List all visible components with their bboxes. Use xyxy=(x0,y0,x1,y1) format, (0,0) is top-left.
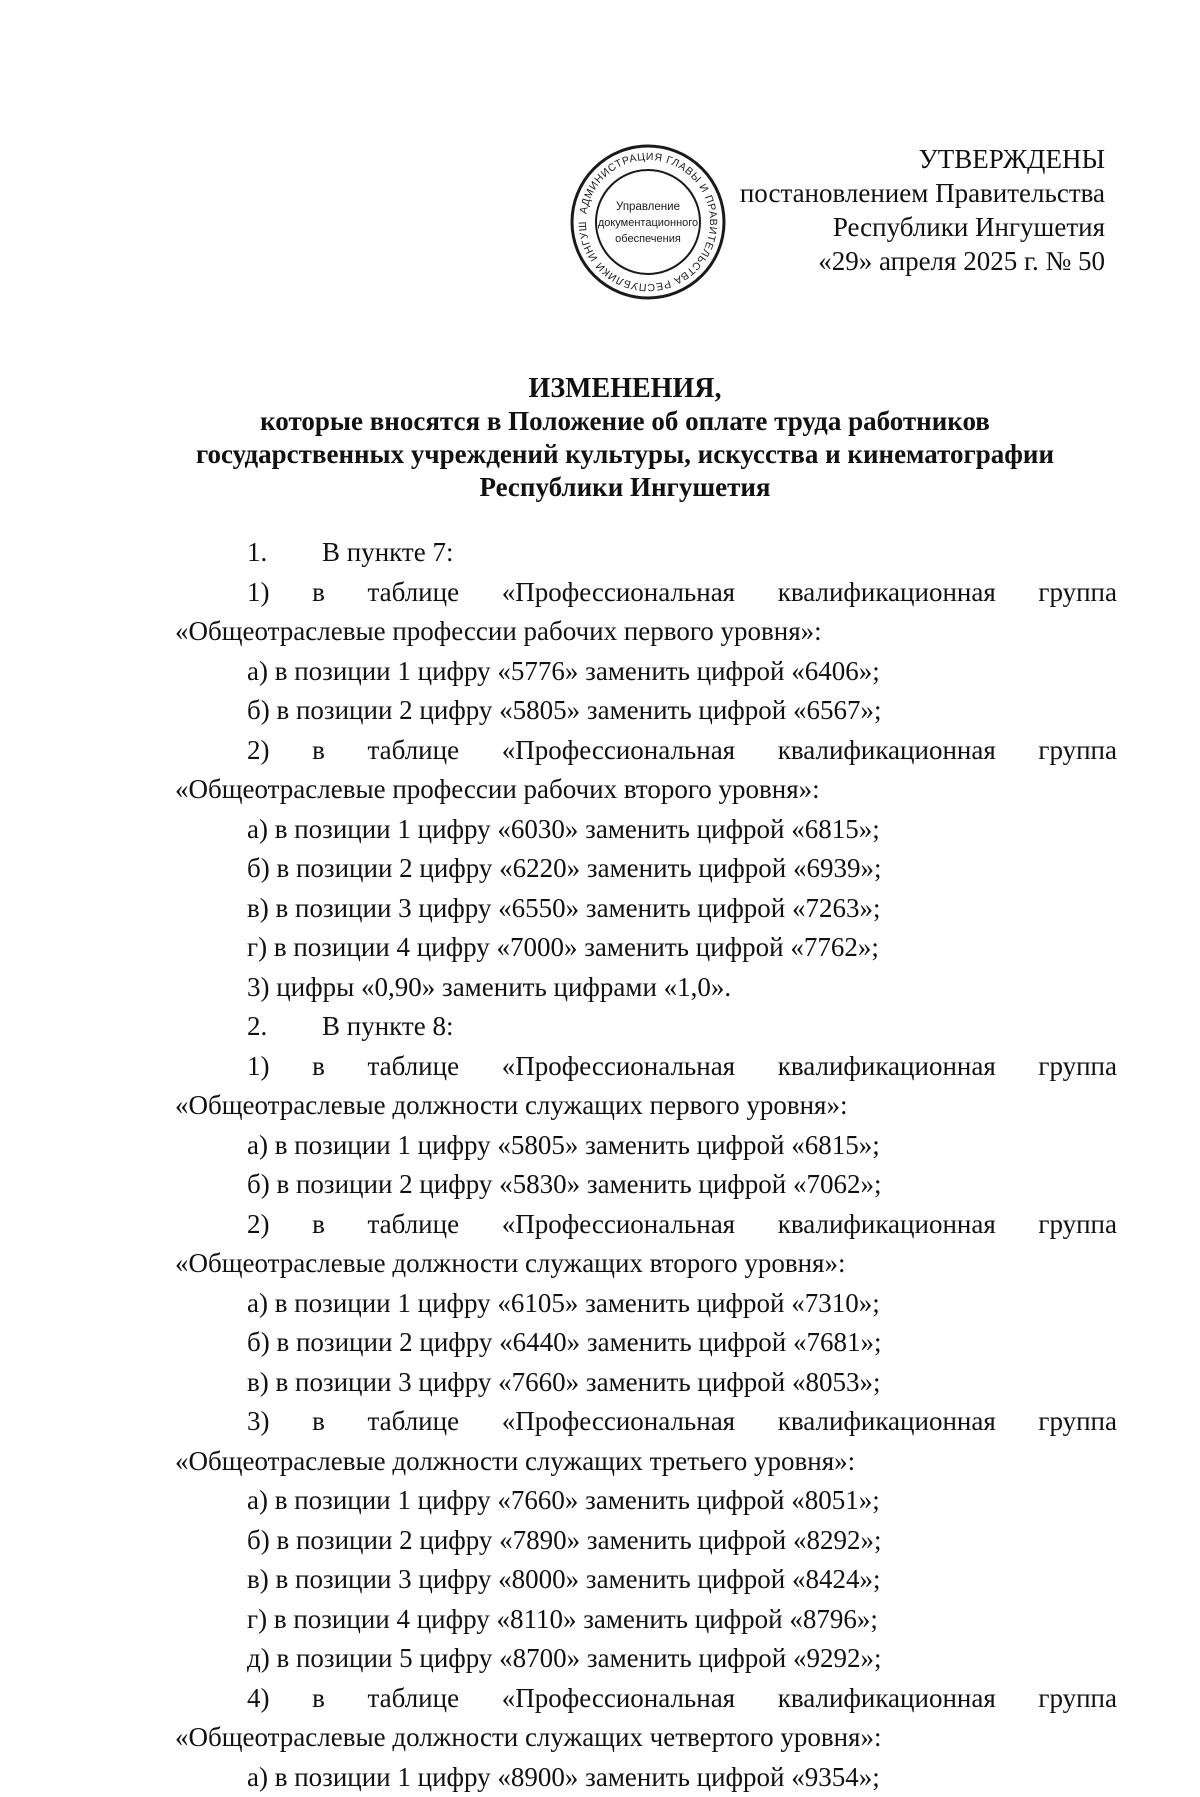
list-item: а) в позиции 1 цифру «8900» заменить цифрой «9354»; xyxy=(175,1758,1117,1797)
list-item: а) в позиции 1 цифру «5776» заменить цифрой «6406»; xyxy=(175,652,1117,692)
list-item: б) в позиции 2 цифру «5805» заменить цифрой «6567»; xyxy=(175,691,1117,731)
subitem-line xyxy=(175,573,1117,613)
list-item: а) в позиции 1 цифру «6105» заменить цифрой «7310»; xyxy=(175,1284,1117,1324)
paragraph-text: В пункте 8: xyxy=(322,1011,453,1041)
word: группа xyxy=(1038,731,1117,771)
stamp-seal xyxy=(568,142,728,302)
word: квалификационная xyxy=(778,1205,996,1245)
word: в xyxy=(312,1205,325,1245)
subitem-line xyxy=(175,1205,1117,1245)
word: таблице xyxy=(368,1047,460,1087)
approval-heading: УТВЕРЖДЕНЫ xyxy=(740,142,1105,176)
stamp-ring-text: АДМИНИСТРАЦИЯ ГЛАВЫ И ПРАВИТЕЛЬСТВА РЕСПУБЛИКИ ИНГУШ xyxy=(568,142,719,293)
word: квалификационная xyxy=(778,1679,996,1719)
word: «Профессиональная xyxy=(502,1047,735,1087)
list-item: а) в позиции 1 цифру «5805» заменить цифрой «6815»; xyxy=(175,1126,1117,1166)
word: 2) xyxy=(247,731,270,771)
word: 2) xyxy=(247,1205,270,1245)
approval-line: постановлением Правительства xyxy=(740,176,1105,210)
stamp-seal-graphic xyxy=(568,142,728,302)
document-body xyxy=(175,533,1117,1797)
list-item: а) в позиции 1 цифру «7660» заменить цифрой «8051»; xyxy=(175,1481,1117,1521)
stamp-center-line: обеспечения xyxy=(615,233,681,245)
subitem-line xyxy=(175,1402,1117,1442)
approval-block xyxy=(740,142,1105,278)
approval-date: «29» апреля 2025 г. № 50 xyxy=(740,244,1105,278)
title-line: государственных учреждений культуры, искусства и кинематографии xyxy=(150,438,1100,471)
word: группа xyxy=(1038,1679,1117,1719)
subitem-continuation: «Общеотраслевые должности служащих четвертого уровня»: xyxy=(175,1718,1117,1758)
word: группа xyxy=(1038,1047,1117,1087)
subitem-continuation: «Общеотраслевые профессии рабочих второго уровня»: xyxy=(175,770,1117,810)
paragraph-number: 1. xyxy=(247,533,322,573)
list-item: в) в позиции 3 цифру «6550» заменить цифрой «7263»; xyxy=(175,889,1117,929)
word: квалификационная xyxy=(778,731,996,771)
list-item: б) в позиции 2 цифру «5830» заменить цифрой «7062»; xyxy=(175,1165,1117,1205)
word: 4) xyxy=(247,1679,270,1719)
list-item: б) в позиции 2 цифру «6220» заменить цифрой «6939»; xyxy=(175,849,1117,889)
word: «Профессиональная xyxy=(502,1402,735,1442)
paragraph-heading xyxy=(175,1007,1117,1047)
word: 1) xyxy=(247,1047,270,1087)
word: 3) xyxy=(247,1402,270,1442)
word: квалификационная xyxy=(778,573,996,613)
word: в xyxy=(312,1047,325,1087)
word: «Профессиональная xyxy=(502,731,735,771)
subitem-continuation: «Общеотраслевые должности служащих первого уровня»: xyxy=(175,1086,1117,1126)
word: группа xyxy=(1038,573,1117,613)
word: в xyxy=(312,1402,325,1442)
word: группа xyxy=(1038,1402,1117,1442)
subitem-line xyxy=(175,1679,1117,1719)
document-title xyxy=(150,372,1100,504)
word: таблице xyxy=(368,1679,460,1719)
list-item: 3) цифры «0,90» заменить цифрами «1,0». xyxy=(175,968,1117,1008)
word: в xyxy=(312,731,325,771)
list-item: в) в позиции 3 цифру «8000» заменить цифрой «8424»; xyxy=(175,1560,1117,1600)
word: в xyxy=(312,1679,325,1719)
title-line: Республики Ингушетия xyxy=(150,471,1100,504)
word: в xyxy=(312,573,325,613)
paragraph-heading xyxy=(175,533,1117,573)
list-item: в) в позиции 3 цифру «7660» заменить цифрой «8053»; xyxy=(175,1363,1117,1403)
paragraph-text: В пункте 7: xyxy=(322,537,453,567)
subitem-continuation: «Общеотраслевые должности служащих третьего уровня»: xyxy=(175,1442,1117,1482)
word: «Профессиональная xyxy=(502,1679,735,1719)
list-item: б) в позиции 2 цифру «7890» заменить цифрой «8292»; xyxy=(175,1521,1117,1561)
approval-line: Республики Ингушетия xyxy=(740,210,1105,244)
word: таблице xyxy=(368,731,460,771)
list-item: б) в позиции 2 цифру «6440» заменить цифрой «7681»; xyxy=(175,1323,1117,1363)
word: «Профессиональная xyxy=(502,1205,735,1245)
subitem-continuation: «Общеотраслевые должности служащих второго уровня»: xyxy=(175,1244,1117,1284)
word: таблице xyxy=(368,1205,460,1245)
title-main: ИЗМЕНЕНИЯ, xyxy=(150,372,1100,405)
list-item: г) в позиции 4 цифру «7000» заменить цифрой «7762»; xyxy=(175,928,1117,968)
subitem-line xyxy=(175,731,1117,771)
list-item: г) в позиции 4 цифру «8110» заменить цифрой «8796»; xyxy=(175,1600,1117,1640)
subitem-line xyxy=(175,1047,1117,1087)
word: «Профессиональная xyxy=(502,573,735,613)
list-item: а) в позиции 1 цифру «6030» заменить цифрой «6815»; xyxy=(175,810,1117,850)
word: квалификационная xyxy=(778,1402,996,1442)
title-line: которые вносятся в Положение об оплате труда работников xyxy=(150,405,1100,438)
word: группа xyxy=(1038,1205,1117,1245)
paragraph-number: 2. xyxy=(247,1007,322,1047)
subitem-continuation: «Общеотраслевые профессии рабочих первого уровня»: xyxy=(175,612,1117,652)
word: таблице xyxy=(368,573,460,613)
word: квалификационная xyxy=(778,1047,996,1087)
word: таблице xyxy=(368,1402,460,1442)
list-item: д) в позиции 5 цифру «8700» заменить цифрой «9292»; xyxy=(175,1639,1117,1679)
stamp-center-line: документационного xyxy=(598,217,698,229)
stamp-center-line: Управление xyxy=(616,201,680,213)
word: 1) xyxy=(247,573,270,613)
